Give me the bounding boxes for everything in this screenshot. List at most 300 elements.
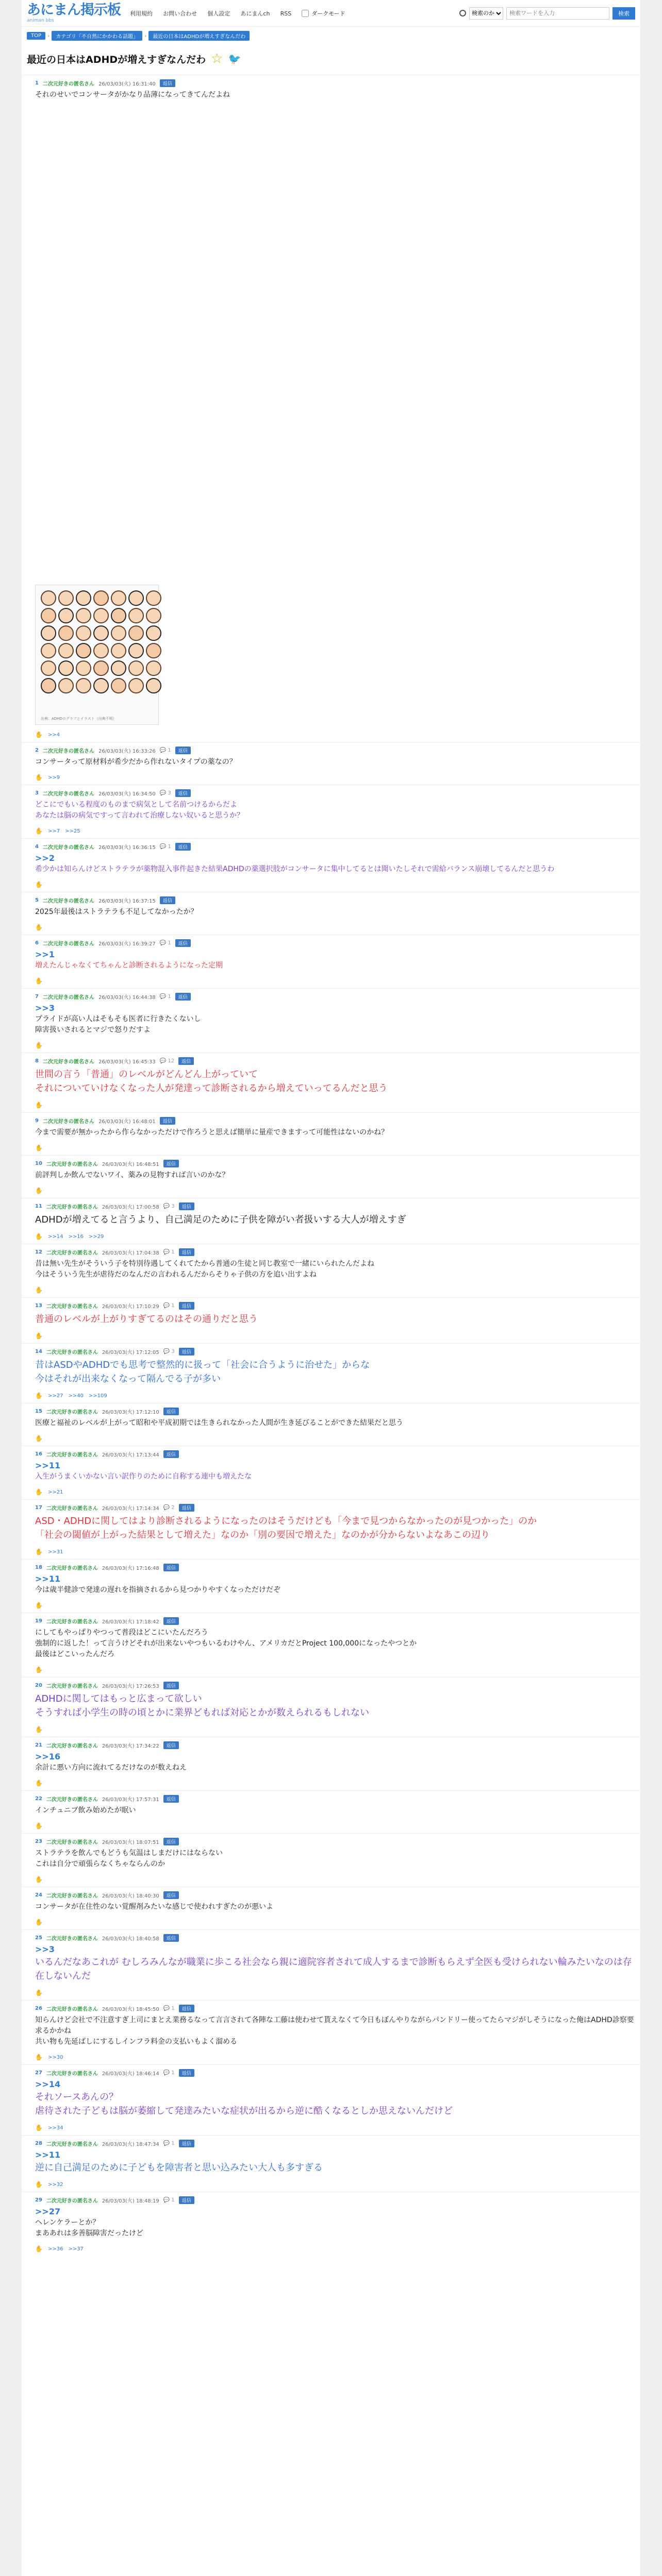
thread-title: 最近の日本はADHDが増えすぎなんだわ bbox=[27, 54, 206, 65]
post bbox=[22, 1244, 640, 1297]
post-meta bbox=[35, 993, 635, 1001]
search-button[interactable]: 検索 bbox=[613, 7, 635, 20]
post-body: 世間の言う「普通」のレベルがどんどん上がっていて それについていけなくなった人が発達って診断されるから増えていってるんだと思う bbox=[35, 1069, 388, 1094]
reference-link[interactable]: >>16 bbox=[68, 1233, 84, 1240]
poster-name: 二次元好きの匿名さん bbox=[46, 1684, 98, 1689]
nav-animanch[interactable]: あにまんch bbox=[240, 10, 270, 17]
post-footer bbox=[35, 1392, 635, 1399]
post-footer bbox=[35, 1488, 635, 1496]
reply-hand-icon[interactable]: ✋ bbox=[35, 1488, 43, 1496]
post-number[interactable]: 14 bbox=[35, 1349, 42, 1354]
post bbox=[22, 1677, 640, 1737]
post-meta bbox=[35, 2069, 635, 2077]
post bbox=[22, 1833, 640, 1887]
poster-name: 二次元好きの匿名さん bbox=[46, 2071, 98, 2077]
reply-bubble-icon: 💬 bbox=[159, 844, 168, 850]
reply-bubble-icon: 💬 bbox=[163, 2141, 172, 2146]
post-date: 26/03/03(火) 18:48:19 bbox=[102, 2198, 159, 2204]
reply-count-value: 1 bbox=[171, 2006, 175, 2011]
reference-link[interactable]: >>4 bbox=[47, 732, 60, 738]
reply-hand-icon[interactable]: ✋ bbox=[35, 1602, 43, 1609]
post bbox=[22, 1559, 640, 1613]
reply-count[interactable] bbox=[163, 2141, 175, 2146]
reference-link[interactable]: >>31 bbox=[47, 1549, 63, 1555]
post-body: コンサータって原材料が希少だから作れないタイプの薬なの？ bbox=[35, 758, 237, 766]
search-bar bbox=[459, 7, 635, 20]
post-number[interactable]: 3 bbox=[35, 790, 39, 796]
post-date: 26/03/03(火) 16:39:27 bbox=[98, 941, 156, 947]
reply-button[interactable]: 返信 bbox=[175, 843, 191, 851]
post-body: ADHDが増えてると言うより、自己満足のために子供を障がい者扱いする大人が増えすぎ bbox=[35, 1214, 406, 1225]
post-number[interactable]: 26 bbox=[35, 2006, 42, 2011]
reply-bubble-icon: 💬 bbox=[163, 2070, 172, 2076]
nav-settings[interactable]: 個人設定 bbox=[207, 10, 230, 17]
search-scope-select[interactable] bbox=[469, 7, 503, 20]
reply-count-value: 1 bbox=[171, 1303, 175, 1309]
post bbox=[22, 1929, 640, 2000]
reference-link[interactable]: >>109 bbox=[88, 1393, 107, 1399]
post bbox=[22, 2135, 640, 2192]
post bbox=[22, 1155, 640, 1198]
search-icon bbox=[459, 10, 466, 16]
reference-link[interactable]: >>14 bbox=[47, 1233, 63, 1240]
post-footer bbox=[35, 2245, 635, 2252]
reply-hand-icon[interactable]: ✋ bbox=[35, 1392, 43, 1399]
post-number[interactable]: 15 bbox=[35, 1409, 42, 1414]
post-body: 前評判しか飲んでないワイ、薬みの見物すれば言いのかな？ bbox=[35, 1171, 229, 1179]
post-footer bbox=[35, 1989, 635, 1996]
reply-hand-icon[interactable]: ✋ bbox=[35, 774, 43, 781]
reference-link[interactable]: >>30 bbox=[47, 2054, 63, 2060]
reply-count[interactable] bbox=[160, 748, 171, 753]
post-footer bbox=[35, 1666, 635, 1673]
face-illustration bbox=[111, 590, 126, 606]
face-illustration bbox=[41, 660, 56, 676]
dark-mode-toggle[interactable] bbox=[302, 9, 345, 18]
nav-rss[interactable]: RSS bbox=[280, 10, 292, 17]
post bbox=[22, 1499, 640, 1559]
reply-hand-icon[interactable]: ✋ bbox=[35, 1989, 43, 1996]
face-illustration bbox=[58, 608, 74, 623]
logo-text[interactable]: あにまん掲示板 bbox=[27, 2, 121, 18]
post-body: それソースあんの？ 虐待された子どもは脳が萎縮して発達みたいな症状が出るから逆に酷くなるとしか思えないんだけど bbox=[35, 2092, 453, 2116]
poster-name: 二次元好きの匿名さん bbox=[46, 2198, 98, 2204]
reply-bubble-icon: 💬 bbox=[163, 1349, 172, 1354]
face-illustration bbox=[76, 625, 91, 641]
breadcrumb-thread[interactable]: 最近の日本はADHDが増えすぎなんだわ bbox=[148, 31, 250, 41]
post-number[interactable]: 22 bbox=[35, 1796, 42, 1802]
face-illustration bbox=[146, 590, 161, 606]
post-date: 26/03/03(火) 18:40:58 bbox=[102, 1936, 159, 1942]
reply-button[interactable]: 返信 bbox=[163, 1450, 179, 1458]
face-illustration bbox=[128, 660, 144, 676]
reply-hand-icon[interactable]: ✋ bbox=[35, 1548, 43, 1555]
reply-count[interactable] bbox=[163, 1349, 175, 1354]
reply-count[interactable] bbox=[163, 1505, 175, 1511]
post-meta bbox=[35, 79, 635, 87]
post-meta bbox=[35, 896, 635, 904]
post-meta bbox=[35, 1504, 635, 1512]
nav-contact[interactable]: お問い合わせ bbox=[163, 10, 197, 17]
post-meta bbox=[35, 939, 635, 947]
twitter-share-icon[interactable]: 🐦 bbox=[228, 53, 241, 65]
reply-bubble-icon: 💬 bbox=[159, 748, 168, 753]
reply-count-value: 1 bbox=[171, 2141, 175, 2146]
face-illustration bbox=[146, 643, 161, 658]
reply-count[interactable] bbox=[160, 844, 171, 850]
thread-title-row bbox=[22, 45, 640, 75]
post-number[interactable]: 20 bbox=[35, 1683, 42, 1688]
post bbox=[22, 1790, 640, 1833]
face-illustration bbox=[58, 643, 74, 658]
reply-count[interactable] bbox=[163, 1303, 175, 1309]
post-footer bbox=[35, 2181, 635, 2188]
post-date: 26/03/03(火) 16:48:01 bbox=[98, 1119, 156, 1125]
dark-mode-checkbox[interactable] bbox=[302, 10, 309, 17]
reply-count[interactable] bbox=[160, 994, 171, 999]
post-meta bbox=[35, 1564, 635, 1571]
nav-terms[interactable]: 利用規約 bbox=[130, 10, 153, 17]
post-date: 26/03/03(火) 16:44:38 bbox=[98, 995, 156, 1001]
reply-button[interactable]: 返信 bbox=[163, 1934, 179, 1942]
post-body: 普通のレベルが上がりすぎてるのはその通りだと思う bbox=[35, 1314, 258, 1325]
reply-bubble-icon: 💬 bbox=[159, 790, 168, 796]
reply-bubble-icon: 💬 bbox=[163, 1303, 172, 1309]
post-footer bbox=[35, 1822, 635, 1829]
post-date: 26/03/03(火) 16:37:15 bbox=[98, 899, 156, 904]
reply-hand-icon[interactable]: ✋ bbox=[35, 1101, 43, 1109]
reply-button[interactable]: 返信 bbox=[163, 1160, 179, 1167]
post-body: インチュニブ飲み始めたが眠い bbox=[35, 1806, 136, 1815]
post-footer bbox=[35, 1187, 635, 1194]
post bbox=[22, 988, 640, 1053]
post-number[interactable]: 19 bbox=[35, 1618, 42, 1624]
breadcrumb-category[interactable]: カテゴリ「不自然にかかわる話題」 bbox=[52, 31, 142, 41]
face-illustration bbox=[58, 678, 74, 693]
reply-count-value: 1 bbox=[168, 940, 171, 946]
post-body: ADHDに関してはもっと広まって欲しい そうすれば小学生の時の頃とかに業界どもれば対応とかが数えられるもしれない bbox=[35, 1693, 369, 1718]
face-illustration bbox=[111, 660, 126, 676]
post-date: 26/03/03(火) 17:57:31 bbox=[102, 1797, 159, 1803]
post-number[interactable]: 18 bbox=[35, 1565, 42, 1570]
post-number[interactable]: 13 bbox=[35, 1303, 42, 1309]
reply-hand-icon[interactable]: ✋ bbox=[35, 1919, 43, 1926]
post-number[interactable]: 17 bbox=[35, 1505, 42, 1511]
poster-name: 二次元好きの匿名さん bbox=[46, 1566, 98, 1571]
reply-button[interactable]: 返信 bbox=[163, 1795, 179, 1803]
post bbox=[22, 2000, 640, 2064]
face-illustration bbox=[93, 590, 109, 606]
reply-anchor[interactable]: >>14 bbox=[35, 2079, 61, 2089]
reference-link[interactable]: >>29 bbox=[88, 1233, 104, 1240]
post bbox=[22, 1403, 640, 1446]
face-illustration bbox=[128, 590, 144, 606]
reply-hand-icon[interactable]: ✋ bbox=[35, 2054, 43, 2061]
reply-anchor[interactable]: >>3 bbox=[35, 1003, 55, 1013]
post-footer bbox=[35, 731, 635, 738]
post bbox=[22, 1297, 640, 1343]
poster-name: 二次元好きの匿名さん bbox=[46, 1797, 98, 1803]
post-number[interactable]: 21 bbox=[35, 1742, 42, 1748]
reply-button[interactable]: 返信 bbox=[179, 1248, 194, 1256]
face-illustration bbox=[76, 678, 91, 693]
face-illustration bbox=[128, 625, 144, 641]
poster-name: 二次元好きの匿名さん bbox=[42, 941, 94, 947]
reply-bubble-icon: 💬 bbox=[163, 1249, 172, 1255]
post-meta bbox=[35, 1450, 635, 1458]
reference-link[interactable]: >>40 bbox=[68, 1393, 84, 1399]
post-number[interactable]: 5 bbox=[35, 897, 39, 903]
breadcrumb-top[interactable]: TOP bbox=[27, 32, 45, 40]
post bbox=[22, 1053, 640, 1112]
reply-count[interactable] bbox=[160, 940, 171, 946]
reply-button[interactable]: 返信 bbox=[163, 1682, 179, 1689]
reply-bubble-icon: 💬 bbox=[163, 2197, 172, 2203]
reply-anchor[interactable]: >>16 bbox=[35, 1752, 61, 1761]
reply-hand-icon[interactable]: ✋ bbox=[35, 1187, 43, 1194]
reply-button[interactable]: 返信 bbox=[163, 1564, 179, 1571]
face-illustration bbox=[76, 590, 91, 606]
reply-hand-icon[interactable]: ✋ bbox=[35, 1666, 43, 1673]
reference-link[interactable]: >>37 bbox=[68, 2246, 84, 2252]
post-footer bbox=[35, 1919, 635, 1926]
reply-bubble-icon: 💬 bbox=[159, 994, 168, 999]
site-logo[interactable] bbox=[27, 3, 121, 23]
poster-name: 二次元好きの匿名さん bbox=[46, 1936, 98, 1942]
poster-name: 二次元好きの匿名さん bbox=[46, 2007, 98, 2012]
post-number[interactable]: 6 bbox=[35, 940, 39, 946]
face-illustration bbox=[76, 643, 91, 658]
post bbox=[22, 1613, 640, 1677]
face-illustration bbox=[146, 625, 161, 641]
face-illustration bbox=[128, 608, 144, 623]
poster-name: 二次元好きの匿名さん bbox=[42, 995, 94, 1001]
reply-button[interactable]: 返信 bbox=[163, 1891, 179, 1899]
reply-hand-icon[interactable]: ✋ bbox=[35, 827, 43, 835]
post-number[interactable]: 2 bbox=[35, 748, 39, 753]
reply-button[interactable]: 返信 bbox=[175, 789, 191, 797]
reply-bubble-icon: 💬 bbox=[159, 940, 168, 946]
reply-anchor[interactable]: >>11 bbox=[35, 1574, 61, 1584]
post-number[interactable]: 10 bbox=[35, 1161, 42, 1166]
face-illustration bbox=[58, 625, 74, 641]
reference-link[interactable]: >>9 bbox=[47, 774, 60, 781]
post-meta bbox=[35, 1934, 635, 1942]
post-footer bbox=[35, 1602, 635, 1609]
post-body: 入生がうまくいかない言い訳作りのために自称する連中も増えたな bbox=[35, 1472, 252, 1481]
post-date: 26/03/03(火) 17:16:48 bbox=[102, 1566, 159, 1571]
reply-count[interactable] bbox=[163, 1249, 175, 1255]
reply-hand-icon[interactable]: ✋ bbox=[35, 1726, 43, 1733]
post-footer bbox=[35, 1780, 635, 1787]
reply-hand-icon[interactable]: ✋ bbox=[35, 1435, 43, 1442]
post-number[interactable]: 9 bbox=[35, 1118, 39, 1124]
post-body: ストラテラを飲んでもどうも気温はしまだけにはならない これは自分で頑張らなくちゃならんのか bbox=[35, 1849, 223, 1868]
reply-hand-icon[interactable]: ✋ bbox=[35, 1233, 43, 1240]
face-illustration bbox=[111, 625, 126, 641]
reply-anchor[interactable]: >>2 bbox=[35, 853, 55, 863]
reply-button[interactable]: 返信 bbox=[163, 1408, 179, 1415]
reply-button[interactable]: 返信 bbox=[163, 1838, 179, 1845]
post-meta bbox=[35, 1202, 635, 1210]
post-body: プライドが高い人はそもそも医者に行きたくないし 障害扱いされるとマジで怒りだすよ bbox=[35, 1015, 201, 1034]
post-number[interactable]: 24 bbox=[35, 1892, 42, 1898]
reply-button[interactable]: 返信 bbox=[179, 1302, 194, 1310]
face-illustration bbox=[41, 625, 56, 641]
reply-hand-icon[interactable]: ✋ bbox=[35, 731, 43, 738]
reply-count-value: 1 bbox=[171, 2197, 175, 2203]
reply-count[interactable] bbox=[163, 2006, 175, 2011]
reply-count-value: 3 bbox=[171, 1204, 175, 1209]
post-number[interactable]: 16 bbox=[35, 1451, 42, 1457]
post bbox=[22, 892, 640, 935]
reply-hand-icon[interactable]: ✋ bbox=[35, 2245, 43, 2252]
reply-button[interactable]: 返信 bbox=[160, 1117, 175, 1125]
reference-link[interactable]: >>21 bbox=[47, 1489, 63, 1495]
reply-count-value: 1 bbox=[168, 994, 171, 999]
reply-button[interactable]: 返信 bbox=[178, 1057, 194, 1065]
face-illustration bbox=[41, 608, 56, 623]
post-number[interactable]: 4 bbox=[35, 844, 39, 850]
reply-button[interactable]: 返信 bbox=[175, 747, 191, 754]
post-date: 26/03/03(火) 17:10:29 bbox=[102, 1304, 159, 1310]
post-body: どこにでもいる程度のものまで病気として名前つけるからだよ あなたは脳の病気ですって言われて治療しない奴いると思うか？ bbox=[35, 801, 244, 820]
reference-link[interactable]: >>25 bbox=[65, 828, 80, 834]
face-illustration bbox=[58, 590, 74, 606]
reference-link[interactable]: >>36 bbox=[47, 2246, 63, 2252]
reference-link[interactable]: >>32 bbox=[47, 2181, 63, 2188]
post-footer bbox=[35, 2054, 635, 2061]
reply-hand-icon[interactable]: ✋ bbox=[35, 924, 43, 931]
reference-link[interactable]: >>7 bbox=[47, 828, 60, 834]
reference-link[interactable]: >>27 bbox=[47, 1393, 63, 1399]
reply-count[interactable] bbox=[163, 2070, 175, 2076]
reply-button[interactable]: 返信 bbox=[179, 1504, 194, 1512]
reply-button[interactable]: 返信 bbox=[160, 896, 175, 904]
post-body: 昔はASDやADHDでも思考で整然的に扱って「社会に合うように治せた」からな 今はそれが出来なくなって隔んでる子が多い bbox=[35, 1360, 370, 1384]
reply-hand-icon[interactable]: ✋ bbox=[35, 1042, 43, 1049]
reply-anchor[interactable]: >>11 bbox=[35, 2150, 61, 2160]
face-illustration bbox=[58, 660, 74, 676]
post-meta bbox=[35, 1348, 635, 1355]
post-body: にしてもやっぱりやつって普段はどこにいたんだろう 強制的に返した！って言うけどそれが出来ないやつもいるわけやん、アメリカだとProject 100,000になったやつとか 最後はどこいったんだろ bbox=[35, 1629, 417, 1658]
reply-anchor[interactable]: >>11 bbox=[35, 1461, 61, 1470]
reply-count[interactable] bbox=[163, 1204, 175, 1209]
post bbox=[22, 2064, 640, 2135]
reply-count[interactable] bbox=[163, 2197, 175, 2203]
reply-anchor[interactable]: >>3 bbox=[35, 1944, 55, 1954]
face-illustration bbox=[93, 625, 109, 641]
post-body: ASD・ADHDに関してはより診断されるようになったのはそうだけども「今まで見つからなかったのが見つかった」のか 「社会の閾値が上がった結果として増えた」なのか「別の要因で増えた」なのかが分からないよなあこの辺り bbox=[35, 1516, 537, 1540]
post-footer bbox=[35, 1233, 635, 1240]
post-image[interactable] bbox=[35, 585, 159, 725]
reply-hand-icon[interactable]: ✋ bbox=[35, 881, 43, 888]
reply-count[interactable] bbox=[160, 790, 171, 796]
reply-button[interactable]: 返信 bbox=[179, 1202, 194, 1210]
post-body: 増えたんじゃなくてちゃんと診断されるようになった定期 bbox=[35, 961, 223, 970]
post-meta bbox=[35, 2196, 635, 2204]
reply-hand-icon[interactable]: ✋ bbox=[35, 2124, 43, 2131]
post-number[interactable]: 1 bbox=[35, 80, 39, 86]
reference-link[interactable]: >>34 bbox=[47, 2125, 63, 2131]
reply-hand-icon[interactable]: ✋ bbox=[35, 1286, 43, 1294]
reply-hand-icon[interactable]: ✋ bbox=[35, 1780, 43, 1787]
post-number[interactable]: 7 bbox=[35, 994, 39, 999]
breadcrumb bbox=[22, 27, 640, 45]
reply-button[interactable]: 返信 bbox=[160, 79, 175, 87]
face-illustration bbox=[41, 590, 56, 606]
breadcrumb-separator: › bbox=[144, 32, 147, 39]
search-input[interactable] bbox=[506, 7, 609, 20]
post-date: 26/03/03(火) 17:14:34 bbox=[102, 1506, 159, 1512]
post-meta bbox=[35, 843, 635, 851]
reply-count-value: 12 bbox=[168, 1058, 175, 1064]
post-date: 26/03/03(火) 18:47:34 bbox=[102, 2142, 159, 2147]
post-number[interactable]: 28 bbox=[35, 2141, 42, 2146]
post-number[interactable]: 12 bbox=[35, 1249, 42, 1255]
reply-button[interactable]: 返信 bbox=[179, 2140, 194, 2147]
post-number[interactable]: 8 bbox=[35, 1058, 39, 1064]
poster-name: 二次元好きの匿名さん bbox=[46, 1893, 98, 1899]
post-footer bbox=[35, 881, 635, 888]
reply-anchor[interactable]: >>27 bbox=[35, 2207, 61, 2216]
reply-count[interactable] bbox=[160, 1058, 174, 1064]
reply-button[interactable]: 返信 bbox=[163, 1617, 179, 1625]
post-number[interactable]: 23 bbox=[35, 1839, 42, 1844]
post-date: 26/03/03(火) 17:00:58 bbox=[102, 1205, 159, 1210]
reply-hand-icon[interactable]: ✋ bbox=[35, 1876, 43, 1883]
post-body: 昔は無い先生がそういう子を特別待遇してくれてたから普通の生徒と同じ教室で一緒にいられたんだよね 今はそういう先生が虐待だのなんだの言われるんだからそりゃ子供の方を追い出すよね bbox=[35, 1260, 374, 1279]
reply-button[interactable]: 返信 bbox=[179, 2196, 194, 2204]
post-meta bbox=[35, 1117, 635, 1125]
post-body: 2025年最後はストラテラも不足してなかったか？ bbox=[35, 908, 198, 916]
logo-subtext: animan bbs bbox=[27, 18, 54, 23]
reply-bubble-icon: 💬 bbox=[159, 1058, 168, 1064]
post-meta bbox=[35, 1057, 635, 1065]
post-number[interactable]: 29 bbox=[35, 2197, 42, 2203]
post-meta bbox=[35, 2005, 635, 2012]
face-illustration bbox=[93, 660, 109, 676]
reply-hand-icon[interactable]: ✋ bbox=[35, 1332, 43, 1340]
reply-button[interactable]: 返信 bbox=[175, 939, 191, 947]
post-date: 26/03/03(火) 16:31:40 bbox=[98, 81, 156, 87]
post-footer bbox=[35, 977, 635, 985]
reply-anchor[interactable]: >>1 bbox=[35, 950, 55, 959]
reply-button[interactable]: 返信 bbox=[179, 2069, 194, 2077]
post-date: 26/03/03(火) 16:45:33 bbox=[98, 1059, 156, 1065]
post-number[interactable]: 27 bbox=[35, 2070, 42, 2076]
favorite-star-icon[interactable]: ☆ bbox=[211, 51, 223, 66]
post-body: 今は歳半健診で発達の遅れを指摘されるから見つかりやすくなっただけだぞ bbox=[35, 1586, 280, 1594]
reply-button[interactable]: 返信 bbox=[179, 1348, 194, 1355]
post-number[interactable]: 11 bbox=[35, 1204, 42, 1209]
reply-hand-icon[interactable]: ✋ bbox=[35, 977, 43, 985]
reply-hand-icon[interactable]: ✋ bbox=[35, 1822, 43, 1829]
reply-button[interactable]: 返信 bbox=[175, 993, 191, 1001]
post-footer bbox=[35, 2124, 635, 2131]
post-date: 26/03/03(火) 17:34:22 bbox=[102, 1743, 159, 1749]
reply-button[interactable]: 返信 bbox=[163, 1741, 179, 1749]
post-date: 26/03/03(火) 17:26:53 bbox=[102, 1684, 159, 1689]
post-number[interactable]: 25 bbox=[35, 1935, 42, 1941]
post-date: 26/03/03(火) 17:13:44 bbox=[102, 1452, 159, 1458]
reply-button[interactable]: 返信 bbox=[179, 2005, 194, 2012]
post-date: 26/03/03(火) 18:07:51 bbox=[102, 1840, 159, 1845]
reply-hand-icon[interactable]: ✋ bbox=[35, 2181, 43, 2188]
face-illustration bbox=[128, 678, 144, 693]
post bbox=[22, 1198, 640, 1244]
reply-hand-icon[interactable]: ✋ bbox=[35, 1144, 43, 1151]
